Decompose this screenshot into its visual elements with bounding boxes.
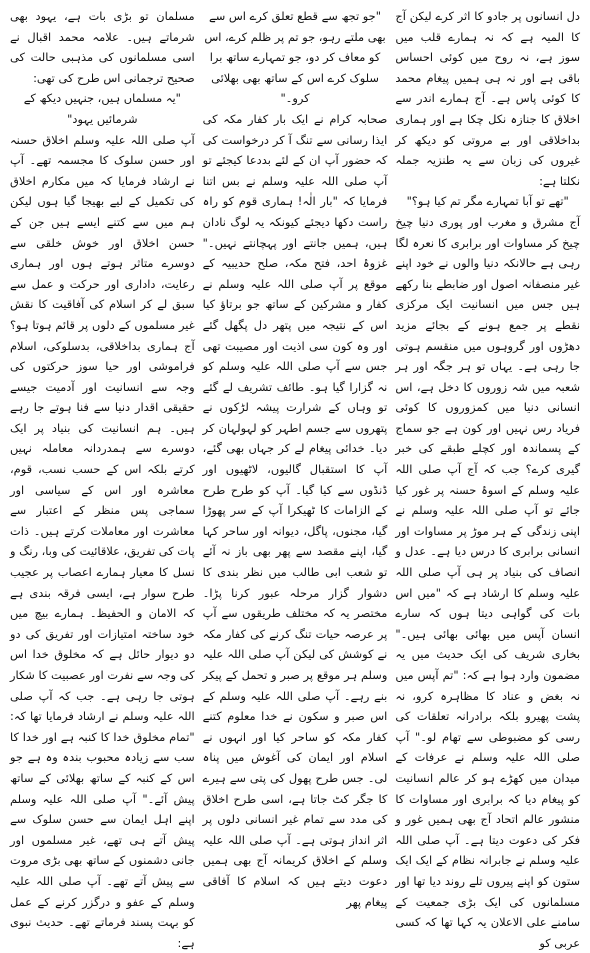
text-column-right	[10, 6, 195, 950]
text-column-middle	[202, 6, 388, 909]
paragraph: مسلمان تو بڑی بات ہے، یہود بھی شرماتے ہیں۔ علامہ محمد اقبال نے اسی مسلمانوں کی مذہبی حالت کی صحیح ترجمانی اس طرح کی تھی:	[10, 9, 195, 85]
text-column-left	[395, 6, 581, 950]
paragraph: صحابہ کرام نے ایک بار کفار مکہ کی ایذا رسانی سے تنگ آ کر درخواست کی کہ حضور آپ ان کے لئے بددعا کیجئے تو آپ صلی اللہ علیہ وسلم نے بس اتنا فرمایا کہ "بار الٰہ! ہماری قوم کو راہ راست دکھا دیجئے کیونکہ یہ لوگ نادان ہیں، ہمیں جانتے اور پہچانتے نہیں۔" غزوۂ احد، فتح مکہ، صلح حدیبیہ کے موقع پر آپ صلی اللہ علیہ وسلم نے کفار و مشرکین کے ساتھ جو برتاؤ کیا اس کے نتیجہ میں پتھر دل پگھل گئے اور وہ کون سی اذیت اور مصیبت تھی جس سے آپ صلی اللہ علیہ وسلم کو نہ گزارا گیا ہو۔ طائف تشریف لے گئے تو وہاں کے شرارت پیشہ لڑکوں نے پتھروں سے جسم اطہر کو لہولہان کر دیا۔ خدائی پیغام لے کر جہاں بھی گئے، آپ کا استقبال گالیوں، لاٹھیوں اور ڈنڈوں سے کیا گیا۔ آپ کو طرح طرح کے الزامات کا ٹھیکرا آپ کے سر پھوڑا گیا، مجنوں، پاگل، دیوانہ اور ساحر کہا گیا، اپنے مقصد سے پھر بھی باز نہ آئے تو شعب ابی طالب میں نظر بندی کا دشوار گزار مرحلہ عبور کرنا پڑا۔ مختصر یہ کہ مختلف طریقوں سے آپ پر عرصہ حیات تنگ کرنے کی کفار مکہ نے کوشش کی لیکن آپ صلی اللہ علیہ وسلم ہر موقع پر صبر و تحمل کے پیکر بنے رہے۔ آپ صلی اللہ علیہ وسلم کے اس صبر و سکون نے خدا معلوم کتنے کفار مکہ کو ساحر کیا اور انہوں نے اسلام اور ایمان کی آغوش میں پناہ لی۔ جس طرح پھول کی پتی سے ہیرے کا جگر کٹ جاتا ہے، اسی طرح اخلاق کی مدد سے تمام غیر انسانی دلوں پر اثر انداز ہوتی ہے۔ آپ صلی اللہ علیہ وسلم کے اخلاق کریمانہ آج بھی ہمیں دعوت دیتے ہیں کہ اسلام کا آفاقی پیغام پھر	[202, 111, 388, 909]
paragraph: آپ صلی اللہ علیہ وسلم اخلاق حسنہ اور حسن سلوک کا مجسمہ تھے۔ آپ نے ارشاد فرمایا کہ میں مکارم اخلاق کی تکمیل کے لیے بھیجا گیا ہوں لیکن ہم میں سے کتنے ایسے ہیں جن کے حسن اخلاق اور خوش خلقی سے دوسرے متاثر ہوتے ہوں اور ہماری رعایت، داداری اور حرکت و عمل سے سبق لے کر اسلام کی آفاقیت کا نقش غیر مسلموں کے دلوں پر قائم ہوتا ہو؟ آج ہماری بداخلاقی، بدسلوکی، اسلام فراموشی اور حیا سوز حرکتوں کی وجہ سے انسانیت اور آدمیت جیسے حقیقی اقدار دنیا سے فنا ہوتے جا رہے ہیں۔ ہم انسانیت کی بنیاد پر ایک دوسرے سے ہمدردانہ معاملہ نہیں کرتے بلکہ اس کے حسب نسب، قوم، معاشرہ اور اس کے سیاسی اور سماجی پس منظر کے اعتبار سے معاشرت اور معاملات کرتے ہیں۔ ذات پات کی تفریق، علاقائیت کی وبا، رنگ و نسل کا معیار ہمارے اعصاب پر عجیب طرح سوار ہے، ایسی فرقہ بندی ہے کہ الامان و الحفیظ۔ ہمارے بیچ میں خود ساختہ امتیازات اور تفریق کی دو دو دیوار حائل ہے کہ مخلوق خدا اس کی وجہ سے نفرت اور عصبیت کا شکار ہوتی جا رہی ہے۔ جب کہ آپ صلی اللہ علیہ وسلم نے ارشاد فرمایا تھا کہ: "تمام مخلوق خدا کا کنبہ ہے اور خدا کا سب سے زیادہ محبوب بندہ وہ ہے جو اس کے کنبہ کے ساتھ بھلائی کے ساتھ پیش آئے۔" آپ صلی اللہ علیہ وسلم اپنے اہل ایمان سے حسن سلوک سے پیش آتے ہی تھے، غیر مسلموں اور جانی دشمنوں کے ساتھ بھی بڑی مروت سے پیش آتے تھے۔ آپ صلی اللہ علیہ وسلم کے عفو و درگزر کرنے کے عمل کو بہت پسند فرماتے تھے۔ حدیث نبوی ہے:	[10, 132, 195, 950]
verse-quote: "تھے تو آبا تمہارے مگر تم کیا ہو؟"	[406, 194, 569, 209]
verse-quote: "یہ مسلماں ہیں، جنہیں دیکھ کے شرمائیں یہود"	[23, 91, 181, 126]
hadith-quote: "جو تجھ سے قطع تعلق کرے اس سے بھی ملتے رہو، جو تم پر ظلم کرے، اس کو معاف کر دو، جو تمہارے ساتھ برا سلوک کرے اس کے ساتھ بھی بھلائی کرو۔"	[204, 9, 386, 106]
paragraph: آج مشرق و مغرب اور پوری دنیا چیخ چیخ کر مساوات اور برابری کا نعرہ لگا رہی ہے حالانکہ دنیا والوں نے خود اپنے غیر منصفانہ اصول اور ضابطے بنا رکھے ہیں جس میں انسانیت ایک مرکزی نقطے پر جمع ہونے کے بجائے مزید دھڑوں اور گروہوں میں منقسم ہوتی جا رہی ہے۔ یہاں تو ہر جگہ اور ہر شعبہ میں شہ زوروں کا دخل ہے، اس انسانی دنیا میں کمزوروں کا کوئی فریاد رس نہیں اور کون ہے جو سماج کے پسماندہ اور کچلے طبقے کی خبر گیری کرے؟ جب کہ آج آپ صلی اللہ علیہ وسلم کے اسوۂ حسنہ پر غور کیا جائے تو آپ صلی اللہ علیہ وسلم نے اپنی زندگی کے ہر موڑ پر مساوات اور انسانی برابری کا درس دیا ہے۔ عدل و انصاف کی بنیاد پر ہی آپ صلی اللہ علیہ وسلم کا ارشاد ہے کہ "میں اس بات کی گواہی دیتا ہوں کہ سارے انسان آپس میں بھائی بھائی ہیں۔" بخاری شریف کی ایک حدیث میں یہ مضمون وارد ہوا ہے کہ: "تم آپس میں نہ بغض و عناد کا مظاہرہ کرو، نہ پشت پھیرو بلکہ برادرانہ تعلقات کی رسی کو مضبوطی سے تھام لو۔" آپ صلی اللہ علیہ وسلم نے عرفات کے میدان میں کھڑے ہو کر عالم انسانیت کو پیغام دیا کہ برابری اور مساوات کا منشور عالم اتحاد آج بھی ہمیں غور و فکر کی دعوت دیتا ہے۔ آپ صلی اللہ علیہ وسلم نے جابرانہ نظام کے ایک ایک ستون کو اپنے پیروں تلے روند دیا تھا اور مسلمانوں کی ایک بڑی جمعیت کے سامنے علی الاعلان یہ کہا تھا کہ کسی عربی کو	[395, 214, 581, 950]
paragraph: دل انسانوں پر جادو کا اثر کرے لیکن آج کا المیہ ہے کہ نہ ہمارے قلب میں سوز ہے، نہ روح میں کوئی احساس باقی ہے اور نہ ہی ہمیں پیغام محمد کا کوئی پاس ہے۔ آج ہمارے اندر سے اخلاق کا جنازہ نکل چکا ہے اور ہماری بداخلاقی اور بے مروتی کو دیکھ کر غیروں کی زبان سے یہ طنزیہ جملہ نکلتا ہے:	[395, 9, 581, 188]
